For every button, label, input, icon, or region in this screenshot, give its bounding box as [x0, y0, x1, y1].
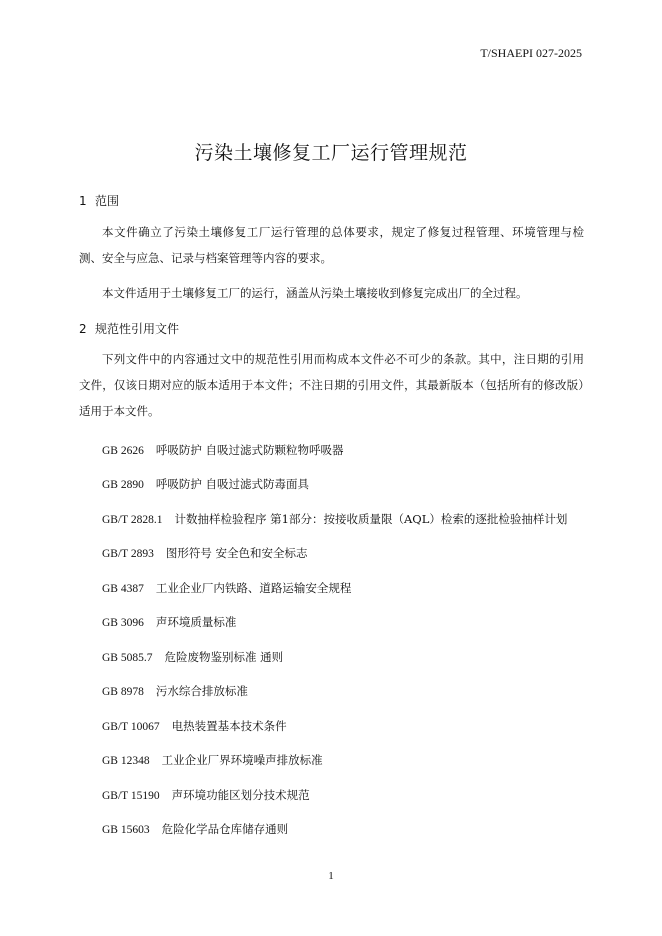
reference-item [102, 821, 288, 837]
section-title: 范围 [95, 194, 120, 208]
reference-title: 计数抽样检验程序 第1部分：按接收质量限（AQL）检索的逐批检验抽样计划 [174, 512, 568, 526]
reference-item [102, 545, 308, 561]
page-title: 污染土壤修复工厂运行管理规范 [194, 142, 468, 164]
reference-code: GB/T 10067 [102, 721, 160, 733]
reference-title: 危险化学品仓库储存通则 [161, 822, 289, 836]
reference-code: GB 5085.7 [102, 652, 153, 664]
reference-item [102, 752, 323, 768]
reference-code: GB 2890 [102, 479, 144, 491]
reference-title: 呼吸防护 自吸过滤式防颗粒物呼吸器 [155, 443, 344, 457]
reference-code: GB/T 2828.1 [102, 514, 163, 526]
reference-title: 呼吸防护 自吸过滤式防毒面具 [155, 477, 310, 491]
reference-item [102, 683, 248, 699]
reference-code: GB 2626 [102, 445, 144, 457]
section-number: 2 [79, 322, 87, 336]
reference-title: 工业企业厂内铁路、道路运输安全规程 [155, 581, 352, 595]
paragraph: 下列文件中的内容通过文中的规范性引用而构成本文件必不可少的条款。其中，注日期的引用文件，仅该日期对应的版本适用于本文件；不注日期的引用文件，其最新版本（包括所有的修改版）适用于本文件。 [79, 352, 584, 418]
reference-title: 声环境功能区划分技术规范 [171, 788, 310, 802]
reference-title: 污水综合排放标准 [155, 684, 248, 698]
reference-item [102, 614, 236, 630]
section-heading-scope [79, 192, 119, 209]
paragraph: 本文件适用于土壤修复工厂的运行，涵盖从污染土壤接收到修复完成出厂的全过程。 [102, 286, 528, 300]
paragraph: 本文件确立了污染土壤修复工厂运行管理的总体要求，规定了修复过程管理、环境管理与检测、安全与应急、记录与档案管理等内容的要求。 [79, 225, 584, 265]
reference-code: GB 8978 [102, 686, 144, 698]
reference-title: 电热装置基本技术条件 [171, 719, 287, 733]
reference-item [102, 580, 351, 596]
section-heading-normative-references [79, 320, 179, 337]
page-number: 1 [328, 870, 334, 882]
reference-code: GB/T 15190 [102, 790, 160, 802]
reference-item [102, 442, 344, 458]
reference-title: 声环境质量标准 [155, 615, 237, 629]
reference-item [102, 476, 309, 492]
reference-code: GB 3096 [102, 617, 144, 629]
reference-item [102, 511, 567, 527]
reference-code: GB 12348 [102, 755, 150, 767]
reference-title: 危险废物鉴别标准 通则 [164, 650, 284, 664]
reference-item [102, 649, 283, 665]
section-number: 1 [79, 194, 87, 208]
reference-code: GB 4387 [102, 583, 144, 595]
section-title: 规范性引用文件 [95, 322, 180, 336]
reference-title: 工业企业厂界环境噪声排放标准 [161, 753, 323, 767]
document-id: T/SHAEPI 027-2025 [480, 46, 582, 60]
reference-title: 图形符号 安全色和安全标志 [165, 546, 308, 560]
reference-item [102, 718, 287, 734]
reference-code: GB 15603 [102, 824, 150, 836]
reference-code: GB/T 2893 [102, 548, 154, 560]
reference-item [102, 787, 310, 803]
